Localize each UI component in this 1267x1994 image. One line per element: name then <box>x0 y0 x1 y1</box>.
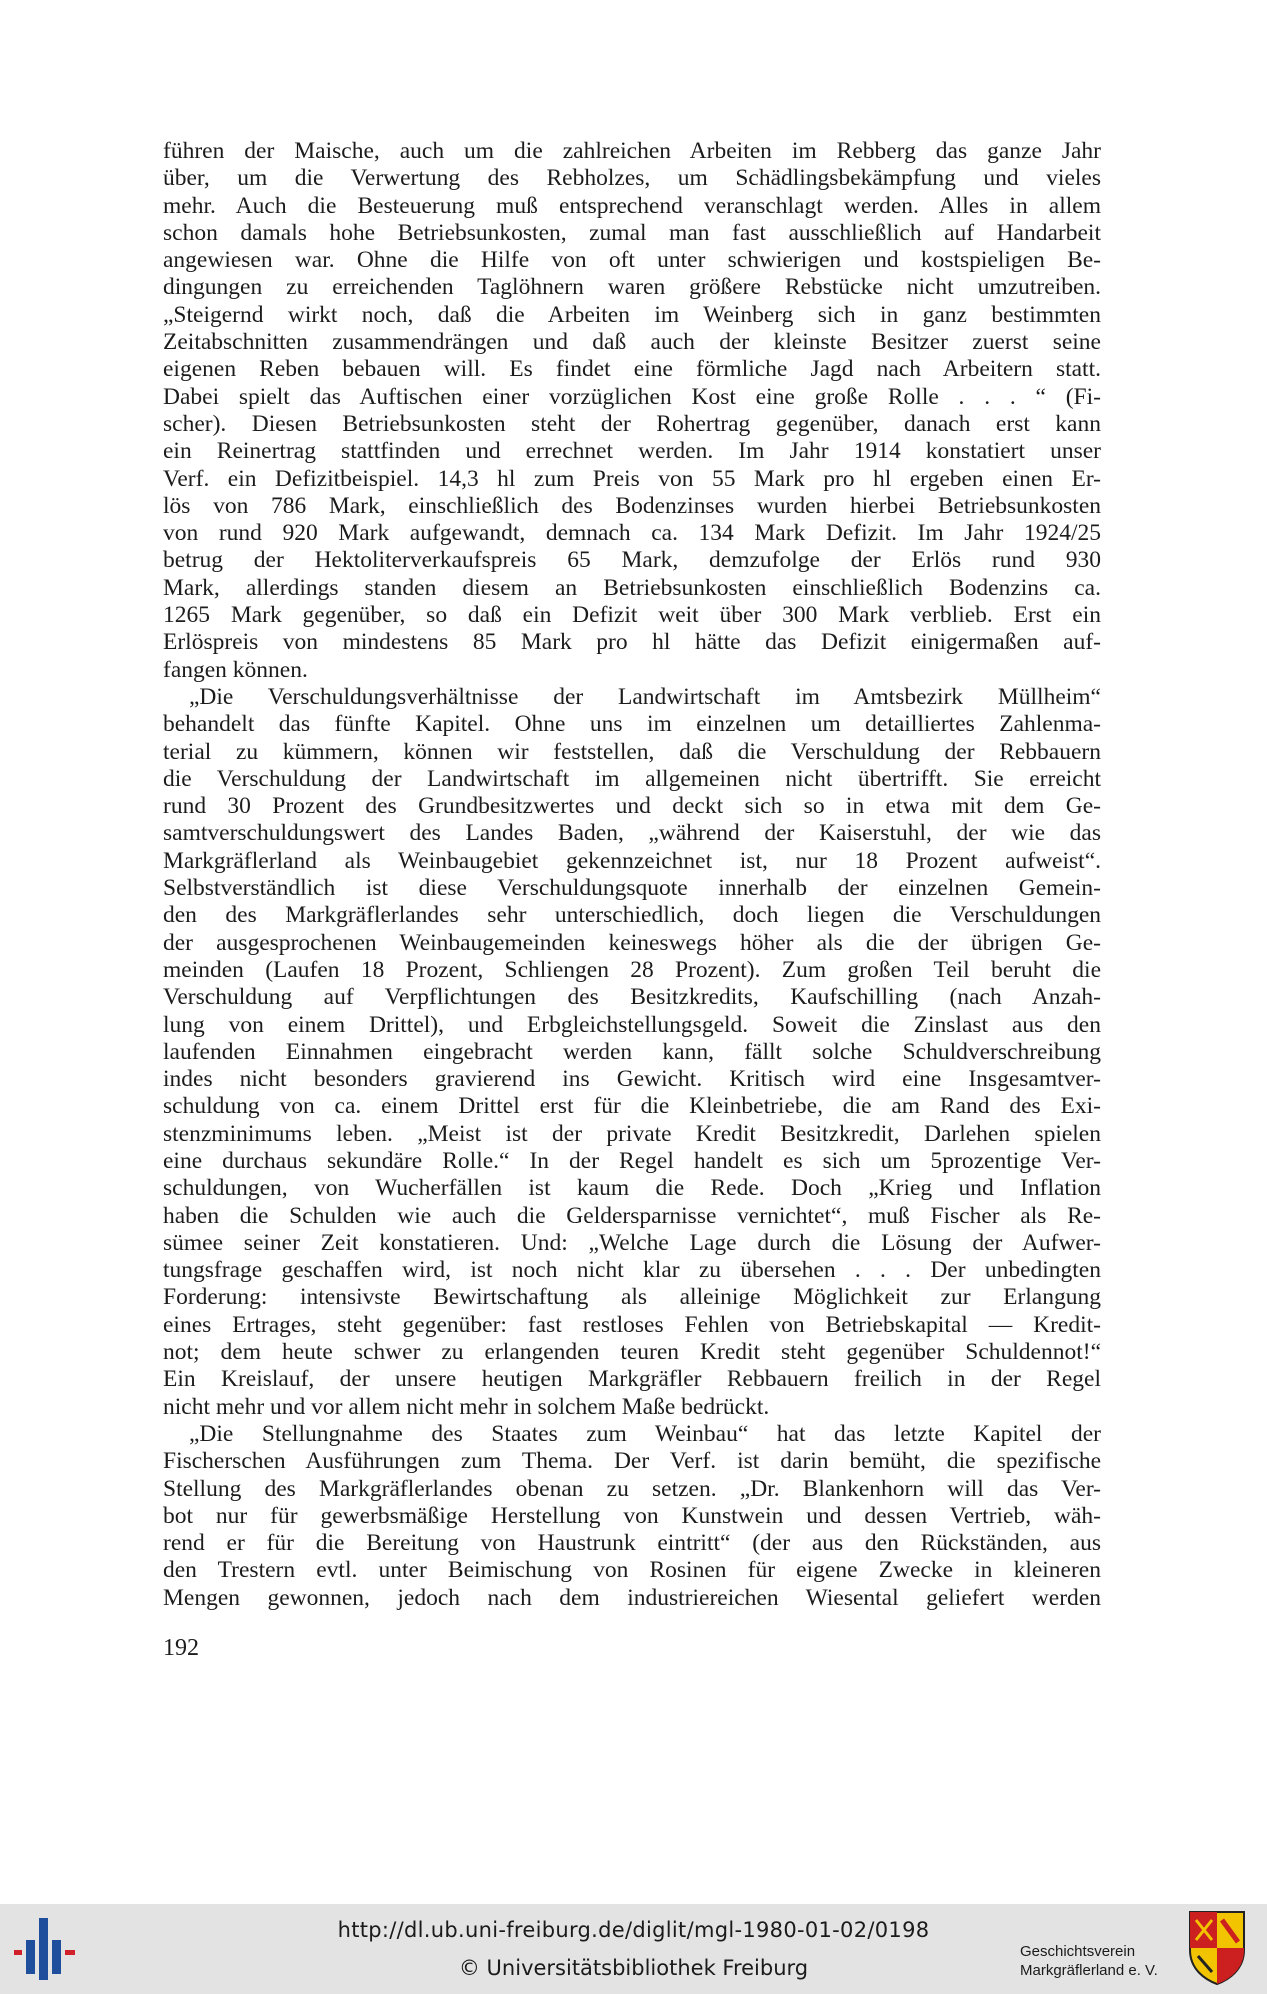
text-line: laufenden Einnahmen eingebracht werden kann, fällt solche Schuldverschreibung <box>163 1038 1101 1065</box>
text-line: Selbstverständlich ist diese Verschuldungsquote innerhalb der einzelnen Gemein- <box>163 875 1101 902</box>
footer-url <box>0 1918 1267 1942</box>
text-line: Verschuldung auf Verpflichtungen des Besitzkredits, Kaufschilling (nach Anzah- <box>163 984 1101 1011</box>
text-line: „Die Verschuldungsverhältnisse der Landwirtschaft im Amtsbezirk Müllheim“ <box>189 683 1101 710</box>
text-line: sümee seiner Zeit konstatieren. Und: „Welche Lage durch die Lösung der Aufwer- <box>163 1229 1101 1256</box>
text-line: den des Markgräflerlandes sehr unterschiedlich, doch liegen die Verschuldungen <box>163 902 1101 929</box>
text-line: die Verschuldung der Landwirtschaft im allgemeinen nicht übertrifft. Sie erreicht <box>163 765 1101 792</box>
text-line: lung von einem Drittel), und Erbgleichstellungsgeld. Soweit die Zinslast aus den <box>163 1011 1101 1038</box>
text-line: angewiesen war. Ohne die Hilfe von oft unter schwierigen und kostspieligen Be- <box>163 247 1101 274</box>
text-line: eines Ertrages, steht gegenüber: fast restloses Fehlen von Betriebskapital — Kredit- <box>163 1311 1101 1338</box>
text-line: dingungen zu erreichenden Taglöhnern waren größere Rebstücke nicht umzutreiben. <box>163 274 1101 301</box>
text-line: schuldungen, von Wucherfällen ist kaum die Rede. Doch „Krieg und Inflation <box>163 1175 1101 1202</box>
text-line: „Steigernd wirkt noch, daß die Arbeiten im Weinberg sich in ganz bestimmten <box>163 301 1101 328</box>
footer-url-link[interactable]: http://dl.ub.uni-freiburg.de/diglit/mgl-1980-01-02/0198 <box>337 1918 930 1942</box>
text-line: schon damals hohe Betriebsunkosten, zumal man fast ausschließlich auf Handarbeit <box>163 219 1101 246</box>
text-line: schuldung von ca. einem Drittel erst für die Kleinbetriebe, die am Rand des Exi- <box>163 1093 1101 1120</box>
text-line: terial zu kümmern, können wir feststellen, daß die Verschuldung der Rebbauern <box>163 738 1101 765</box>
text-line: bot nur für gewerbsmäßige Herstellung von Kunstwein und dessen Vertrieb, wäh- <box>163 1502 1101 1529</box>
footer-copyright: © Universitätsbibliothek Freiburg <box>458 1956 809 1980</box>
text-line: Verf. ein Defizitbeispiel. 14,3 hl zum Preis von 55 Mark pro hl ergeben einen Er- <box>163 465 1101 492</box>
body-text <box>163 138 1101 1612</box>
text-line: haben die Schulden wie auch die Geldersparnisse vernichtet“, muß Fischer als Re- <box>163 1202 1101 1229</box>
text-line: über, um die Verwertung des Rebholzes, um Schädlingsbekämpfung und vieles <box>163 165 1101 192</box>
paragraph <box>163 684 1101 1421</box>
text-line: „Die Stellungnahme des Staates zum Weinbau“ hat das letzte Kapitel der <box>189 1420 1101 1447</box>
text-line: tungsfrage geschaffen wird, ist noch nicht klar zu übersehen . . . Der unbedingten <box>163 1257 1101 1284</box>
text-line: Stellung des Markgräflerlandes obenan zu setzen. „Dr. Blankenhorn will das Ver- <box>163 1475 1101 1502</box>
text-line: eine durchaus sekundäre Rolle.“ In der Regel handelt es sich um 5prozentige Ver- <box>163 1147 1101 1174</box>
text-line: behandelt das fünfte Kapitel. Ohne uns im einzelnen um detailliertes Zahlenma- <box>163 711 1101 738</box>
text-line: mehr. Auch die Besteuerung muß entsprechend veranschlagt werden. Alles in allem <box>163 192 1101 219</box>
text-line: eigenen Reben bebauen will. Es findet eine förmliche Jagd nach Arbeitern statt. <box>163 356 1101 383</box>
text-line: stenzminimums leben. „Meist ist der private Kredit Besitzkredit, Darlehen spielen <box>163 1120 1101 1147</box>
text-line: Forderung: intensivste Bewirtschaftung als alleinige Möglichkeit zur Erlangung <box>163 1284 1101 1311</box>
text-line: lös von 786 Mark, einschließlich des Bodenzinses wurden hierbei Betriebsunkosten <box>163 492 1101 519</box>
text-line: scher). Diesen Betriebsunkosten steht der Rohertrag gegenüber, danach erst kann <box>163 410 1101 437</box>
text-line: samtverschuldungswert des Landes Baden, „während der Kaiserstuhl, der wie das <box>163 820 1101 847</box>
text-line: 1265 Mark gegenüber, so daß ein Defizit weit über 300 Mark verblieb. Erst ein <box>163 602 1101 629</box>
text-line: Fischerschen Ausführungen zum Thema. Der Verf. ist darin bemüht, die spezifische <box>163 1448 1101 1475</box>
text-line: ein Reinertrag stattfinden und errechnet werden. Im Jahr 1914 konstatiert unser <box>163 438 1101 465</box>
text-line: Mark, allerdings standen diesem an Betriebsunkosten einschließlich Bodenzins ca. <box>163 574 1101 601</box>
page-number: 192 <box>163 1635 199 1661</box>
society-line-2: Markgräflerland e. V. <box>1020 1962 1158 1979</box>
text-line: fangen können. <box>163 656 308 683</box>
coat-of-arms-icon <box>1188 1910 1246 1986</box>
footer-society <box>1020 1942 1180 1980</box>
text-line: not; dem heute schwer zu erlangenden teuren Kredit steht gegenüber Schuldennot!“ <box>163 1339 1101 1366</box>
text-line: rund 30 Prozent des Grundbesitzwertes und deckt sich so in etwa mit dem Ge- <box>163 793 1101 820</box>
text-line: Zeitabschnitten zusammendrängen und daß auch der kleinste Besitzer zuerst seine <box>163 329 1101 356</box>
text-line: den Trestern evtl. unter Beimischung von Rosinen für eigene Zwecke in kleineren <box>163 1557 1101 1584</box>
paragraph <box>163 138 1101 684</box>
text-line: nicht mehr und vor allem nicht mehr in solchem Maße bedrückt. <box>163 1393 770 1420</box>
text-line: der ausgesprochenen Weinbaugemeinden keineswegs höher als die der übrigen Ge- <box>163 929 1101 956</box>
text-line: Dabei spielt das Auftischen einer vorzüglichen Kost eine große Rolle . . . “ (Fi- <box>163 383 1101 410</box>
society-line-1: Geschichtsverein <box>1020 1943 1136 1960</box>
text-line: Mengen gewonnen, jedoch nach dem industriereichen Wiesental geliefert werden <box>163 1584 1101 1611</box>
text-line: Erlöspreis von mindestens 85 Mark pro hl hätte das Defizit einigermaßen auf- <box>163 629 1101 656</box>
text-line: Markgräflerland als Weinbaugebiet gekennzeichnet ist, nur 18 Prozent aufweist“. <box>163 847 1101 874</box>
paragraph <box>163 1421 1101 1612</box>
footer-bar <box>0 1904 1267 1994</box>
text-line: Ein Kreislauf, der unsere heutigen Markgräfler Rebbauern freilich in der Regel <box>163 1366 1101 1393</box>
text-line: führen der Maische, auch um die zahlreichen Arbeiten im Rebberg das ganze Jahr <box>163 138 1101 164</box>
text-line: von rund 920 Mark aufgewandt, demnach ca. 134 Mark Defizit. Im Jahr 1924/25 <box>163 520 1101 547</box>
text-line: indes nicht besonders gravierend ins Gewicht. Kritisch wird eine Insgesamtver- <box>163 1066 1101 1093</box>
text-line: rend er für die Bereitung von Haustrunk eintritt“ (der aus den Rückständen, aus <box>163 1530 1101 1557</box>
text-line: betrug der Hektoliterverkaufspreis 65 Mark, demzufolge der Erlös rund 930 <box>163 547 1101 574</box>
text-line: meinden (Laufen 18 Prozent, Schliengen 28 Prozent). Zum großen Teil beruht die <box>163 956 1101 983</box>
